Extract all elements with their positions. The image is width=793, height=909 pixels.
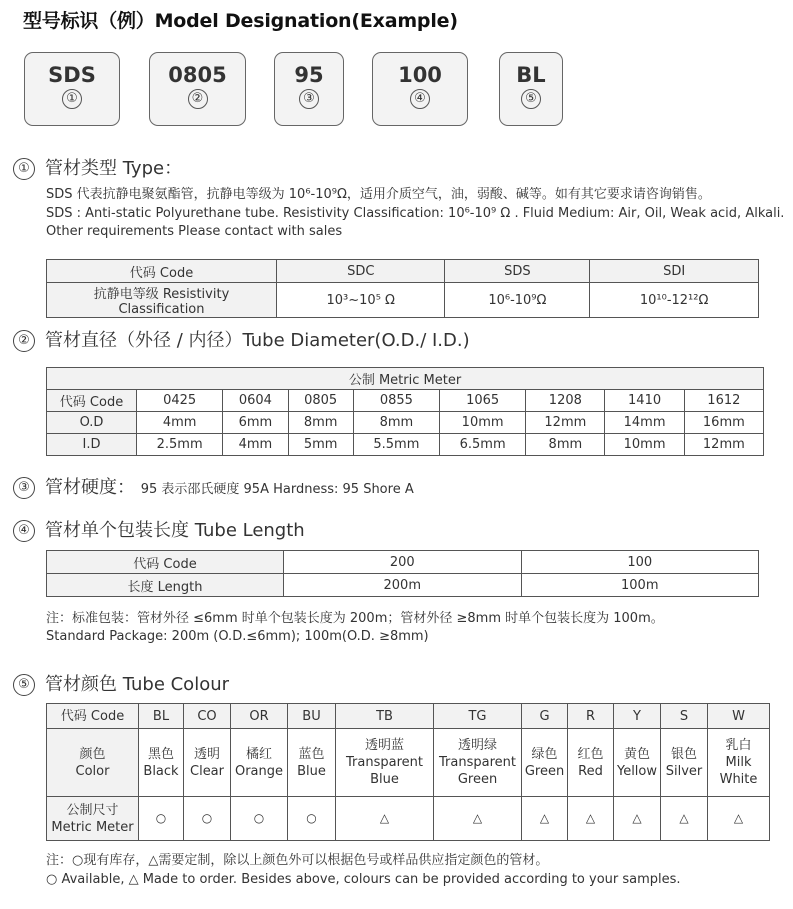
section-title: 管材类型 Type： xyxy=(45,158,183,179)
availability-mark: △ xyxy=(614,797,661,841)
colour-name xyxy=(184,729,231,797)
colour-note-en: ○ Available, △ Made to order. Besides above, colours can be provided according to your samples. xyxy=(46,872,681,887)
table-caption: 公制 Metric Meter xyxy=(47,368,764,390)
colour-name xyxy=(288,729,336,797)
colour-name-cn: 绿色 xyxy=(531,746,558,762)
page-title: 型号标识（例）Model Designation(Example) xyxy=(23,10,458,32)
colour-code: CO xyxy=(184,704,231,729)
section-number: ④ xyxy=(13,520,35,542)
section-type-heading xyxy=(13,154,182,180)
colour-name-cn: 透明 xyxy=(193,746,220,762)
section-number: ⑤ xyxy=(13,674,35,696)
colour-name xyxy=(522,729,568,797)
availability-mark: △ xyxy=(568,797,614,841)
table-cell: 0805 xyxy=(288,390,353,412)
table-header-cell: SDS xyxy=(445,260,590,283)
code-diameter: 0805 xyxy=(168,63,227,87)
colour-name-cn: 透明蓝 xyxy=(364,738,404,753)
label-cn: 公制尺寸 xyxy=(66,802,119,818)
table-cell: 100m xyxy=(521,574,759,597)
colour-name xyxy=(568,729,614,797)
code-box-hardness xyxy=(274,52,344,126)
table-cell: 200m xyxy=(284,574,522,597)
colour-code: Y xyxy=(614,704,661,729)
availability-mark: ○ xyxy=(184,797,231,841)
section-diameter-heading xyxy=(13,326,470,352)
table-cell: 1208 xyxy=(526,390,605,412)
colour-name-en: Transparent xyxy=(346,755,423,770)
availability-mark: △ xyxy=(522,797,568,841)
availability-mark: ○ xyxy=(139,797,184,841)
table-cell: 1065 xyxy=(440,390,526,412)
diameter-table xyxy=(46,367,764,456)
row-label: 代码 Code xyxy=(47,390,137,412)
table-cell: 5.5mm xyxy=(353,434,439,456)
table-cell: 8mm xyxy=(353,412,439,434)
colour-name-en: Red xyxy=(578,763,603,779)
row-label: 长度 Length xyxy=(47,574,284,597)
table-cell: 5mm xyxy=(288,434,353,456)
table-header-cell: SDI xyxy=(590,260,759,283)
availability-mark: △ xyxy=(661,797,708,841)
table-cell: 10¹⁰-12¹²Ω xyxy=(590,283,759,318)
colour-note-cn: 注：○现有库存，△需要定制，除以上颜色外可以根据色号或样品供应指定颜色的管材。 xyxy=(46,853,549,868)
colour-name xyxy=(614,729,661,797)
label-cn: 颜色 xyxy=(79,746,106,762)
colour-name xyxy=(708,729,770,797)
table-cell: 1612 xyxy=(684,390,763,412)
colour-code: BL xyxy=(139,704,184,729)
section-length-heading xyxy=(13,516,305,542)
colour-name-en: Green xyxy=(524,763,565,779)
table-cell: 12mm xyxy=(526,412,605,434)
colour-code: W xyxy=(708,704,770,729)
colour-name-en: Green xyxy=(457,772,498,787)
colour-name-cn: 乳白 xyxy=(725,738,752,753)
colour-name-en: Silver xyxy=(665,763,703,779)
colour-name-cn: 黑色 xyxy=(147,746,174,762)
code-length: 100 xyxy=(398,63,442,87)
section-colour-heading xyxy=(13,670,229,696)
table-cell: 100 xyxy=(521,551,759,574)
colour-name-en: Blue xyxy=(370,772,399,787)
colour-code: TB xyxy=(336,704,434,729)
table-cell: 10⁶-10⁹Ω xyxy=(445,283,590,318)
type-description-cn: SDS 代表抗静电聚氨酯管，抗静电等级为 10⁶-10⁹Ω，适用介质空气，油，弱酸、碱等。如有其它要求请咨询销售。 xyxy=(46,187,711,202)
row-label: 代码 Code xyxy=(47,704,139,729)
colour-table xyxy=(46,703,770,841)
availability-mark: △ xyxy=(434,797,522,841)
colour-name-en: Blue xyxy=(297,763,326,779)
colour-name-cn: 蓝色 xyxy=(298,746,325,762)
table-cell: 0855 xyxy=(353,390,439,412)
table-cell: 8mm xyxy=(526,434,605,456)
package-note-cn: 注：标准包装：管材外径 ≤6mm 时单个包装长度为 200m；管材外径 ≥8mm 时单个包装长度为 100m。 xyxy=(46,611,664,626)
table-cell: 4mm xyxy=(137,412,223,434)
colour-code: TG xyxy=(434,704,522,729)
table-cell: 4mm xyxy=(223,434,288,456)
colour-code: BU xyxy=(288,704,336,729)
colour-name-en: Black xyxy=(143,763,179,779)
table-cell: 2.5mm xyxy=(137,434,223,456)
section-number: ① xyxy=(13,158,35,180)
table-cell: 6mm xyxy=(223,412,288,434)
section-title: 管材硬度： xyxy=(45,477,135,498)
resistivity-table xyxy=(46,259,759,318)
table-header-cell: 代码 Code xyxy=(47,260,277,283)
colour-name-en: Milk xyxy=(725,755,752,770)
circled-number: ① xyxy=(62,89,82,109)
colour-name-en: White xyxy=(719,772,758,787)
section-title: 管材直径（外径 / 内径）Tube Diameter(O.D./ I.D.) xyxy=(45,330,470,351)
colour-name-cn: 橘红 xyxy=(245,746,272,762)
availability-mark: ○ xyxy=(231,797,288,841)
colour-name xyxy=(661,729,708,797)
colour-name-cn: 银色 xyxy=(670,746,697,762)
colour-code: OR xyxy=(231,704,288,729)
table-cell: 200 xyxy=(284,551,522,574)
table-cell: 0425 xyxy=(137,390,223,412)
label-en: Color xyxy=(75,763,110,779)
colour-code: S xyxy=(661,704,708,729)
availability-mark: ○ xyxy=(288,797,336,841)
package-note-en: Standard Package: 200m (O.D.≤6mm); 100m(O.D. ≥8mm) xyxy=(46,629,429,644)
table-cell: 10mm xyxy=(605,434,684,456)
colour-code: R xyxy=(568,704,614,729)
section-number: ② xyxy=(13,330,35,352)
section-hardness-heading xyxy=(13,473,414,499)
colour-name xyxy=(139,729,184,797)
colour-name-en: Clear xyxy=(190,763,224,779)
table-cell: 12mm xyxy=(684,434,763,456)
row-label xyxy=(47,729,139,797)
code-box-type xyxy=(24,52,120,126)
circled-number: ④ xyxy=(410,89,430,109)
hardness-description: 95 表示邵氏硬度 95A Hardness: 95 Shore A xyxy=(140,482,414,497)
colour-name xyxy=(434,729,522,797)
colour-code: G xyxy=(522,704,568,729)
colour-name-cn: 黄色 xyxy=(623,746,650,762)
length-table xyxy=(46,550,759,597)
table-cell: 8mm xyxy=(288,412,353,434)
row-label: 抗静电等级 Resistivity Classification xyxy=(47,283,277,318)
section-title: 管材颜色 Tube Colour xyxy=(45,674,230,695)
table-cell: 10³~10⁵ Ω xyxy=(277,283,445,318)
colour-name-en: Orange xyxy=(234,763,284,779)
colour-name xyxy=(231,729,288,797)
colour-name-cn: 红色 xyxy=(577,746,604,762)
section-number: ③ xyxy=(13,477,35,499)
table-cell: 14mm xyxy=(605,412,684,434)
table-cell: 1410 xyxy=(605,390,684,412)
availability-mark: △ xyxy=(336,797,434,841)
code-hardness: 95 xyxy=(294,63,324,87)
code-colour: BL xyxy=(516,63,546,87)
colour-name-cn: 透明绿 xyxy=(457,738,497,753)
colour-name xyxy=(336,729,434,797)
colour-name-en: Transparent xyxy=(439,755,516,770)
code-type: SDS xyxy=(48,63,96,87)
type-contact-note: Other requirements Please contact with sales xyxy=(46,224,343,239)
type-description-en: SDS : Anti-static Polyurethane tube. Resistivity Classification: 10⁶-10⁹ Ω . Fluid Medium: Air, Oil, Weak acid, Alkali. xyxy=(46,206,785,221)
table-header-cell: SDC xyxy=(277,260,445,283)
row-label xyxy=(47,797,139,841)
row-label: O.D xyxy=(47,412,137,434)
row-label: 代码 Code xyxy=(47,551,284,574)
label-en: Metric Meter xyxy=(51,819,134,835)
row-label: I.D xyxy=(47,434,137,456)
code-box-length xyxy=(372,52,468,126)
table-cell: 6.5mm xyxy=(440,434,526,456)
code-box-colour xyxy=(499,52,563,126)
availability-mark: △ xyxy=(708,797,770,841)
colour-name-en: Yellow xyxy=(616,763,658,779)
table-cell: 16mm xyxy=(684,412,763,434)
section-title: 管材单个包装长度 Tube Length xyxy=(45,520,305,541)
table-cell: 10mm xyxy=(440,412,526,434)
circled-number: ⑤ xyxy=(521,89,541,109)
table-cell: 0604 xyxy=(223,390,288,412)
model-code-example xyxy=(24,52,584,126)
circled-number: ③ xyxy=(299,89,319,109)
code-box-diameter xyxy=(149,52,246,126)
circled-number: ② xyxy=(188,89,208,109)
